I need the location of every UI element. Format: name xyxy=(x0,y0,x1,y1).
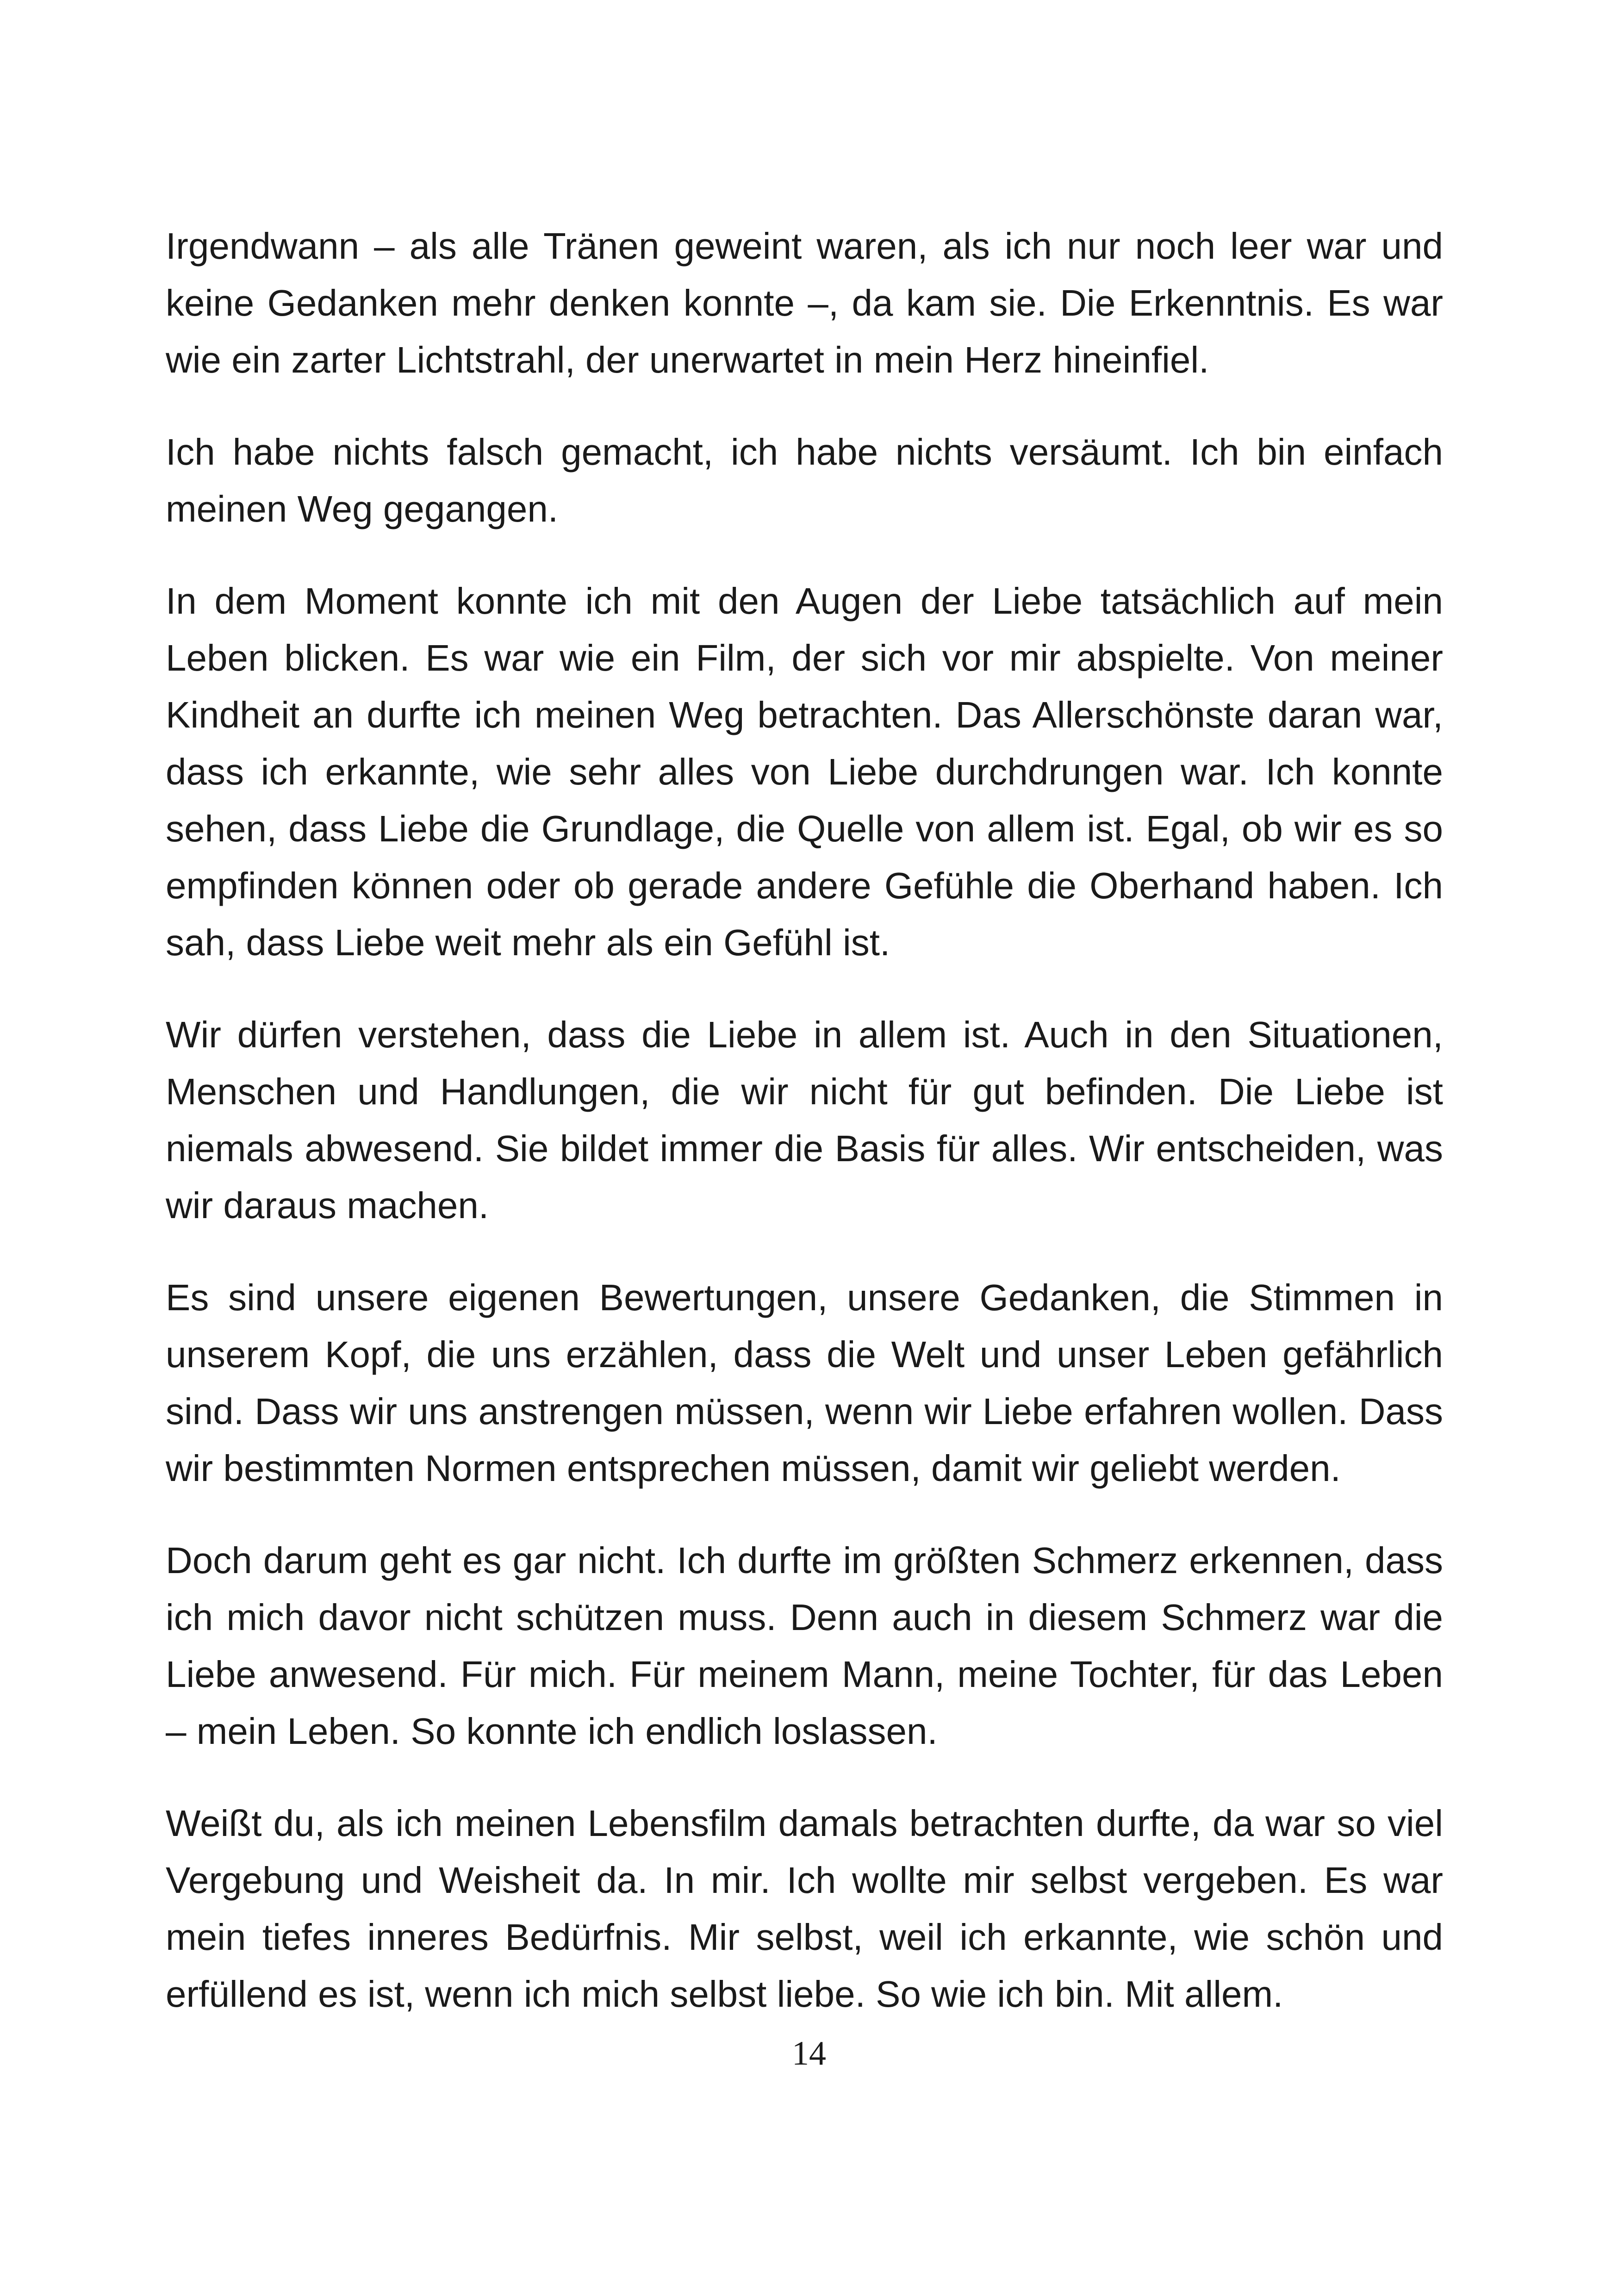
paragraph-6: Doch darum geht es gar nicht. Ich durfte im größten Schmerz erkennen, dass ich mich davor nicht schützen muss. Denn auch in diesem Schmerz war die Liebe anwesend. Für mich. Für meinem Mann, meine Tochter, für das Leben – mein Leben. So konnte ich endlich loslassen. xyxy=(166,1540,1443,1752)
paragraph-4: Wir dürfen verstehen, dass die Liebe in allem ist. Auch in den Situationen, Menschen und Handlungen, die wir nicht für gut befinden. Die Liebe ist niemals abwesend. Sie bildet immer die Basis für alles. Wir entscheiden, was wir daraus machen. xyxy=(166,1014,1443,1226)
paragraph-1: Irgendwann – als alle Tränen geweint waren, als ich nur noch leer war und keine Gedanken mehr denken konnte –, da kam sie. Die Erkenntnis. Es war wie ein zarter Lichtstrahl, der unerwartet in mein Herz hineinfiel. xyxy=(166,225,1443,380)
paragraph-2: Ich habe nichts falsch gemacht, ich habe nichts versäumt. Ich bin einfach meinen Weg gegangen. xyxy=(166,431,1443,529)
body-text xyxy=(166,218,1443,2022)
page-number: 14 xyxy=(792,2035,826,2072)
paragraph-3: In dem Moment konnte ich mit den Augen der Liebe tatsächlich auf mein Leben blicken. Es war wie ein Film, der sich vor mir abspielte. Von meiner Kindheit an durfte ich meinen Weg betrachten. Das Allerschönste daran war, dass ich erkannte, wie sehr alles von Liebe durchdrungen war. Ich konnte sehen, dass Liebe die Grundlage, die Quelle von allem ist. Egal, ob wir es so empfinden können oder ob gerade andere Gefühle die Oberhand haben. Ich sah, dass Liebe weit mehr als ein Gefühl ist. xyxy=(166,580,1443,963)
paragraph-5: Es sind unsere eigenen Bewertungen, unsere Gedanken, die Stimmen in unserem Kopf, die uns erzählen, dass die Welt und unser Leben gefährlich sind. Dass wir uns anstrengen müssen, wenn wir Liebe erfahren wollen. Dass wir bestimmten Normen entsprechen müssen, damit wir geliebt werden. xyxy=(166,1277,1443,1489)
paragraph-7: Weißt du, als ich meinen Lebensfilm damals betrachten durfte, da war so viel Vergebung und Weisheit da. In mir. Ich wollte mir selbst vergeben. Es war mein tiefes inneres Bedürfnis. Mir selbst, weil ich erkannte, wie schön und erfüllend es ist, wenn ich mich selbst liebe. So wie ich bin. Mit allem. xyxy=(166,1803,1443,2015)
